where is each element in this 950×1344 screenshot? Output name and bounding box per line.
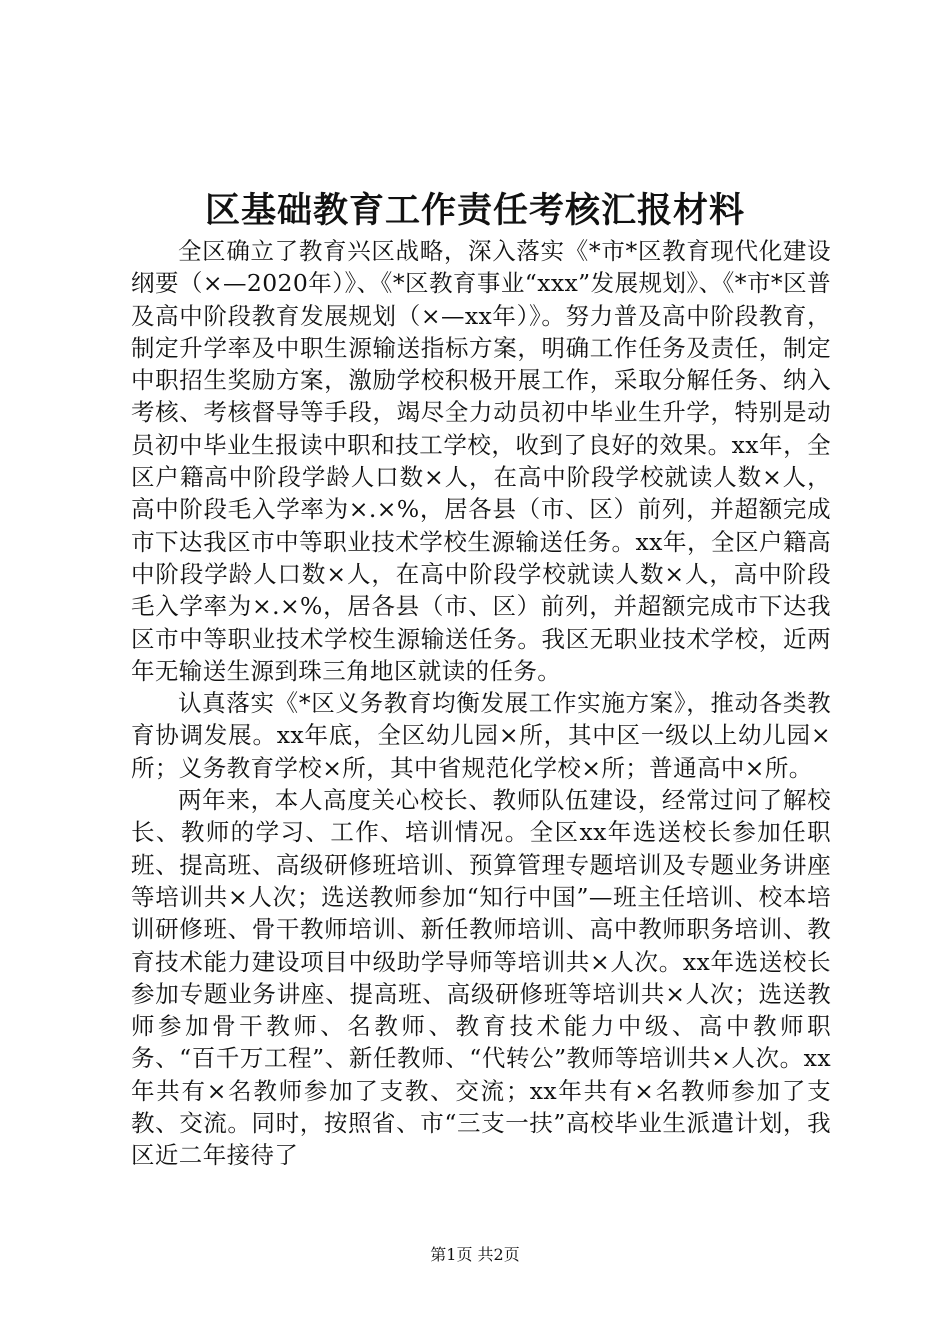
document-body: [131, 235, 831, 1172]
paragraph-3: 两年来，本人高度关心校长、教师队伍建设，经常过问了解校长、教师的学习、工作、培训情况。全区xx年选送校长参加任职班、提高班、高级研修班培训、预算管理专题培训及专题业务讲座等培训共×人次；选送教师参加“知行中国”—班主任培训、校本培训研修班、骨干教师培训、新任教师培训、高中教师职务培训、教育技术能力建设项目中级助学导师等培训共×人次。xx年选送校长参加专题业务讲座、提高班、高级研修班等培训共×人次；选送教师参加骨干教师、名教师、教育技术能力中级、高中教师职务、“百千万工程”、新任教师、“代转公”教师等培训共×人次。xx年共有×名教师参加了支教、交流；xx年共有×名教师参加了支教、交流。同时，按照省、市“三支一扶”高校毕业生派遣计划，我区近二年接待了: [131, 786, 831, 1170]
paragraph-2: 认真落实《*区义务教育均衡发展工作实施方案》，推动各类教育协调发展。xx年底，全区幼儿园×所，其中区一级以上幼儿园×所；义务教育学校×所，其中省规范化学校×所；普通高中×所。: [131, 689, 831, 782]
document-title: 区基础教育工作责任考核汇报材料: [204, 190, 745, 231]
page-number-footer: 第1页 共2页: [430, 1245, 520, 1264]
paragraph-1: 全区确立了教育兴区战略，深入落实《*市*区教育现代化建设纲要（×—2020年）》、《*区教育事业“xxx”发展规划》、《*市*区普及高中阶段教育发展规划（×—xx年）》。努力普及高中阶段教育，制定升学率及中职生源输送指标方案，明确工作任务及责任，制定中职招生奖励方案，激励学校积极开展工作，采取分解任务、纳入考核、考核督导等手段，竭尽全力动员初中毕业生升学，特别是动员初中毕业生报读中职和技工学校，收到了良好的效果。xx年，全区户籍高中阶段学龄人口数×人，在高中阶段学校就读人数×人，高中阶段毛入学率为×.×%，居各县（市、区）前列，并超额完成市下达我区市中等职业技术学校生源输送任务。xx年，全区户籍高中阶段学龄人口数×人，在高中阶段学校就读人数×人，高中阶段毛入学率为×.×%，居各县（市、区）前列，并超额完成市下达我区市中等职业技术学校生源输送任务。我区无职业技术学校，近两年无输送生源到珠三角地区就读的任务。: [131, 237, 831, 685]
